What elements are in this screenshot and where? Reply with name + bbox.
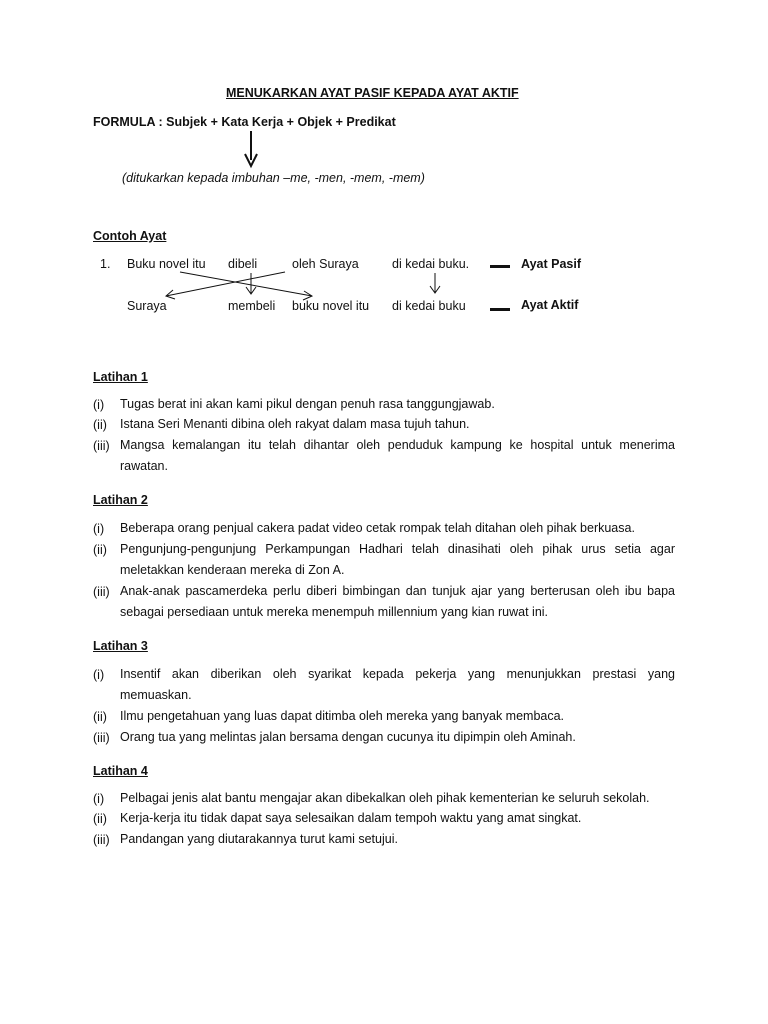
item-text: meletakkan kenderaan mereka di Zon A. (120, 563, 345, 577)
exercise-item-cont (120, 685, 675, 706)
exercise-item-cont (120, 456, 675, 477)
exercise-heading: Latihan 1 (93, 370, 148, 384)
exercise-item (120, 394, 675, 415)
exercise-item (120, 788, 675, 809)
exercise-item-cont (120, 560, 675, 581)
item-number: (ii) (93, 710, 107, 724)
item-number: (iii) (93, 833, 110, 847)
item-text: Insentif akan diberikan oleh syarikat kepada pekerja yang menunjukkan prestasi yang (120, 667, 675, 681)
item-text: Kerja-kerja itu tidak dapat saya selesaikan dalam tempoh waktu yang amat singkat. (120, 811, 582, 825)
formula-text: FORMULA : Subjek + Kata Kerja + Objek + Predikat (93, 115, 396, 129)
exercise-item (120, 829, 675, 850)
item-number: (i) (93, 522, 105, 536)
exercise-item (120, 414, 675, 435)
swap-arrows-icon (166, 272, 440, 300)
active-subject: Suraya (127, 299, 167, 313)
item-number: (iii) (93, 585, 110, 599)
exercise-item (120, 518, 675, 539)
exercise-heading: Latihan 3 (93, 639, 148, 653)
active-label: Ayat Aktif (521, 298, 579, 312)
example-heading: Contoh Ayat (93, 229, 167, 243)
item-text: Beberapa orang penjual cakera padat video cetak rompak telah ditahan oleh pihak berkuasa. (120, 521, 635, 535)
passive-subject: Buku novel itu (127, 257, 206, 271)
item-number: (i) (93, 792, 105, 806)
item-number: (i) (93, 398, 105, 412)
item-text: sebagai persediaan untuk mereka menempuh millennium yang kian ruwat ini. (120, 605, 549, 619)
item-text: rawatan. (120, 459, 168, 473)
item-number: (iii) (93, 439, 110, 453)
example-number: 1. (100, 257, 111, 271)
item-number: (ii) (93, 812, 107, 826)
formula-note: (ditukarkan kepada imbuhan –me, -men, -mem, -mem) (122, 171, 425, 185)
item-text: Pengunjung-pengunjung Perkampungan Hadhari telah dinasihati oleh pihak urus setia agar (120, 542, 675, 556)
item-number: (iii) (93, 731, 110, 745)
item-text: Istana Seri Menanti dibina oleh rakyat dalam masa tujuh tahun. (120, 417, 470, 431)
passive-agent: oleh Suraya (292, 257, 359, 271)
item-text: Orang tua yang melintas jalan bersama dengan cucunya itu dipimpin oleh Aminah. (120, 730, 576, 744)
item-text: Mangsa kemalangan itu telah dihantar oleh penduduk kampung ke hospital untuk menerima (120, 438, 675, 452)
exercise-item (120, 808, 675, 829)
formula-down-arrow-icon (245, 131, 257, 166)
item-number: (ii) (93, 543, 107, 557)
item-text: Tugas berat ini akan kami pikul dengan penuh rasa tanggungjawab. (120, 397, 495, 411)
exercise-item (120, 435, 675, 456)
exercise-item (120, 727, 675, 748)
exercise-heading: Latihan 2 (93, 493, 148, 507)
exercise-item (120, 664, 675, 685)
item-text: Pelbagai jenis alat bantu mengajar akan dibekalkan oleh pihak kementerian ke seluruh sekolah. (120, 791, 650, 805)
item-number: (ii) (93, 418, 107, 432)
item-text: memuaskan. (120, 688, 192, 702)
item-number: (i) (93, 668, 105, 682)
exercise-heading: Latihan 4 (93, 764, 148, 778)
exercise-item (120, 706, 675, 727)
exercise-item (120, 581, 675, 602)
passive-verb: dibeli (228, 257, 258, 271)
active-object: buku novel itu (292, 299, 370, 313)
item-text: Anak-anak pascamerdeka perlu diberi bimbingan dan tunjuk ajar yang berterusan oleh ibu bapa (120, 584, 675, 598)
active-predicate: di kedai buku (392, 299, 466, 313)
active-verb: membeli (228, 299, 276, 313)
page-title: MENUKARKAN AYAT PASIF KEPADA AYAT AKTIF (226, 86, 519, 100)
exercise-item (120, 539, 675, 560)
passive-label: Ayat Pasif (521, 257, 581, 271)
exercise-item-cont (120, 602, 675, 623)
passive-predicate: di kedai buku. (392, 257, 470, 271)
item-text: Pandangan yang diutarakannya turut kami setujui. (120, 832, 398, 846)
item-text: Ilmu pengetahuan yang luas dapat ditimba oleh mereka yang banyak membaca. (120, 709, 565, 723)
